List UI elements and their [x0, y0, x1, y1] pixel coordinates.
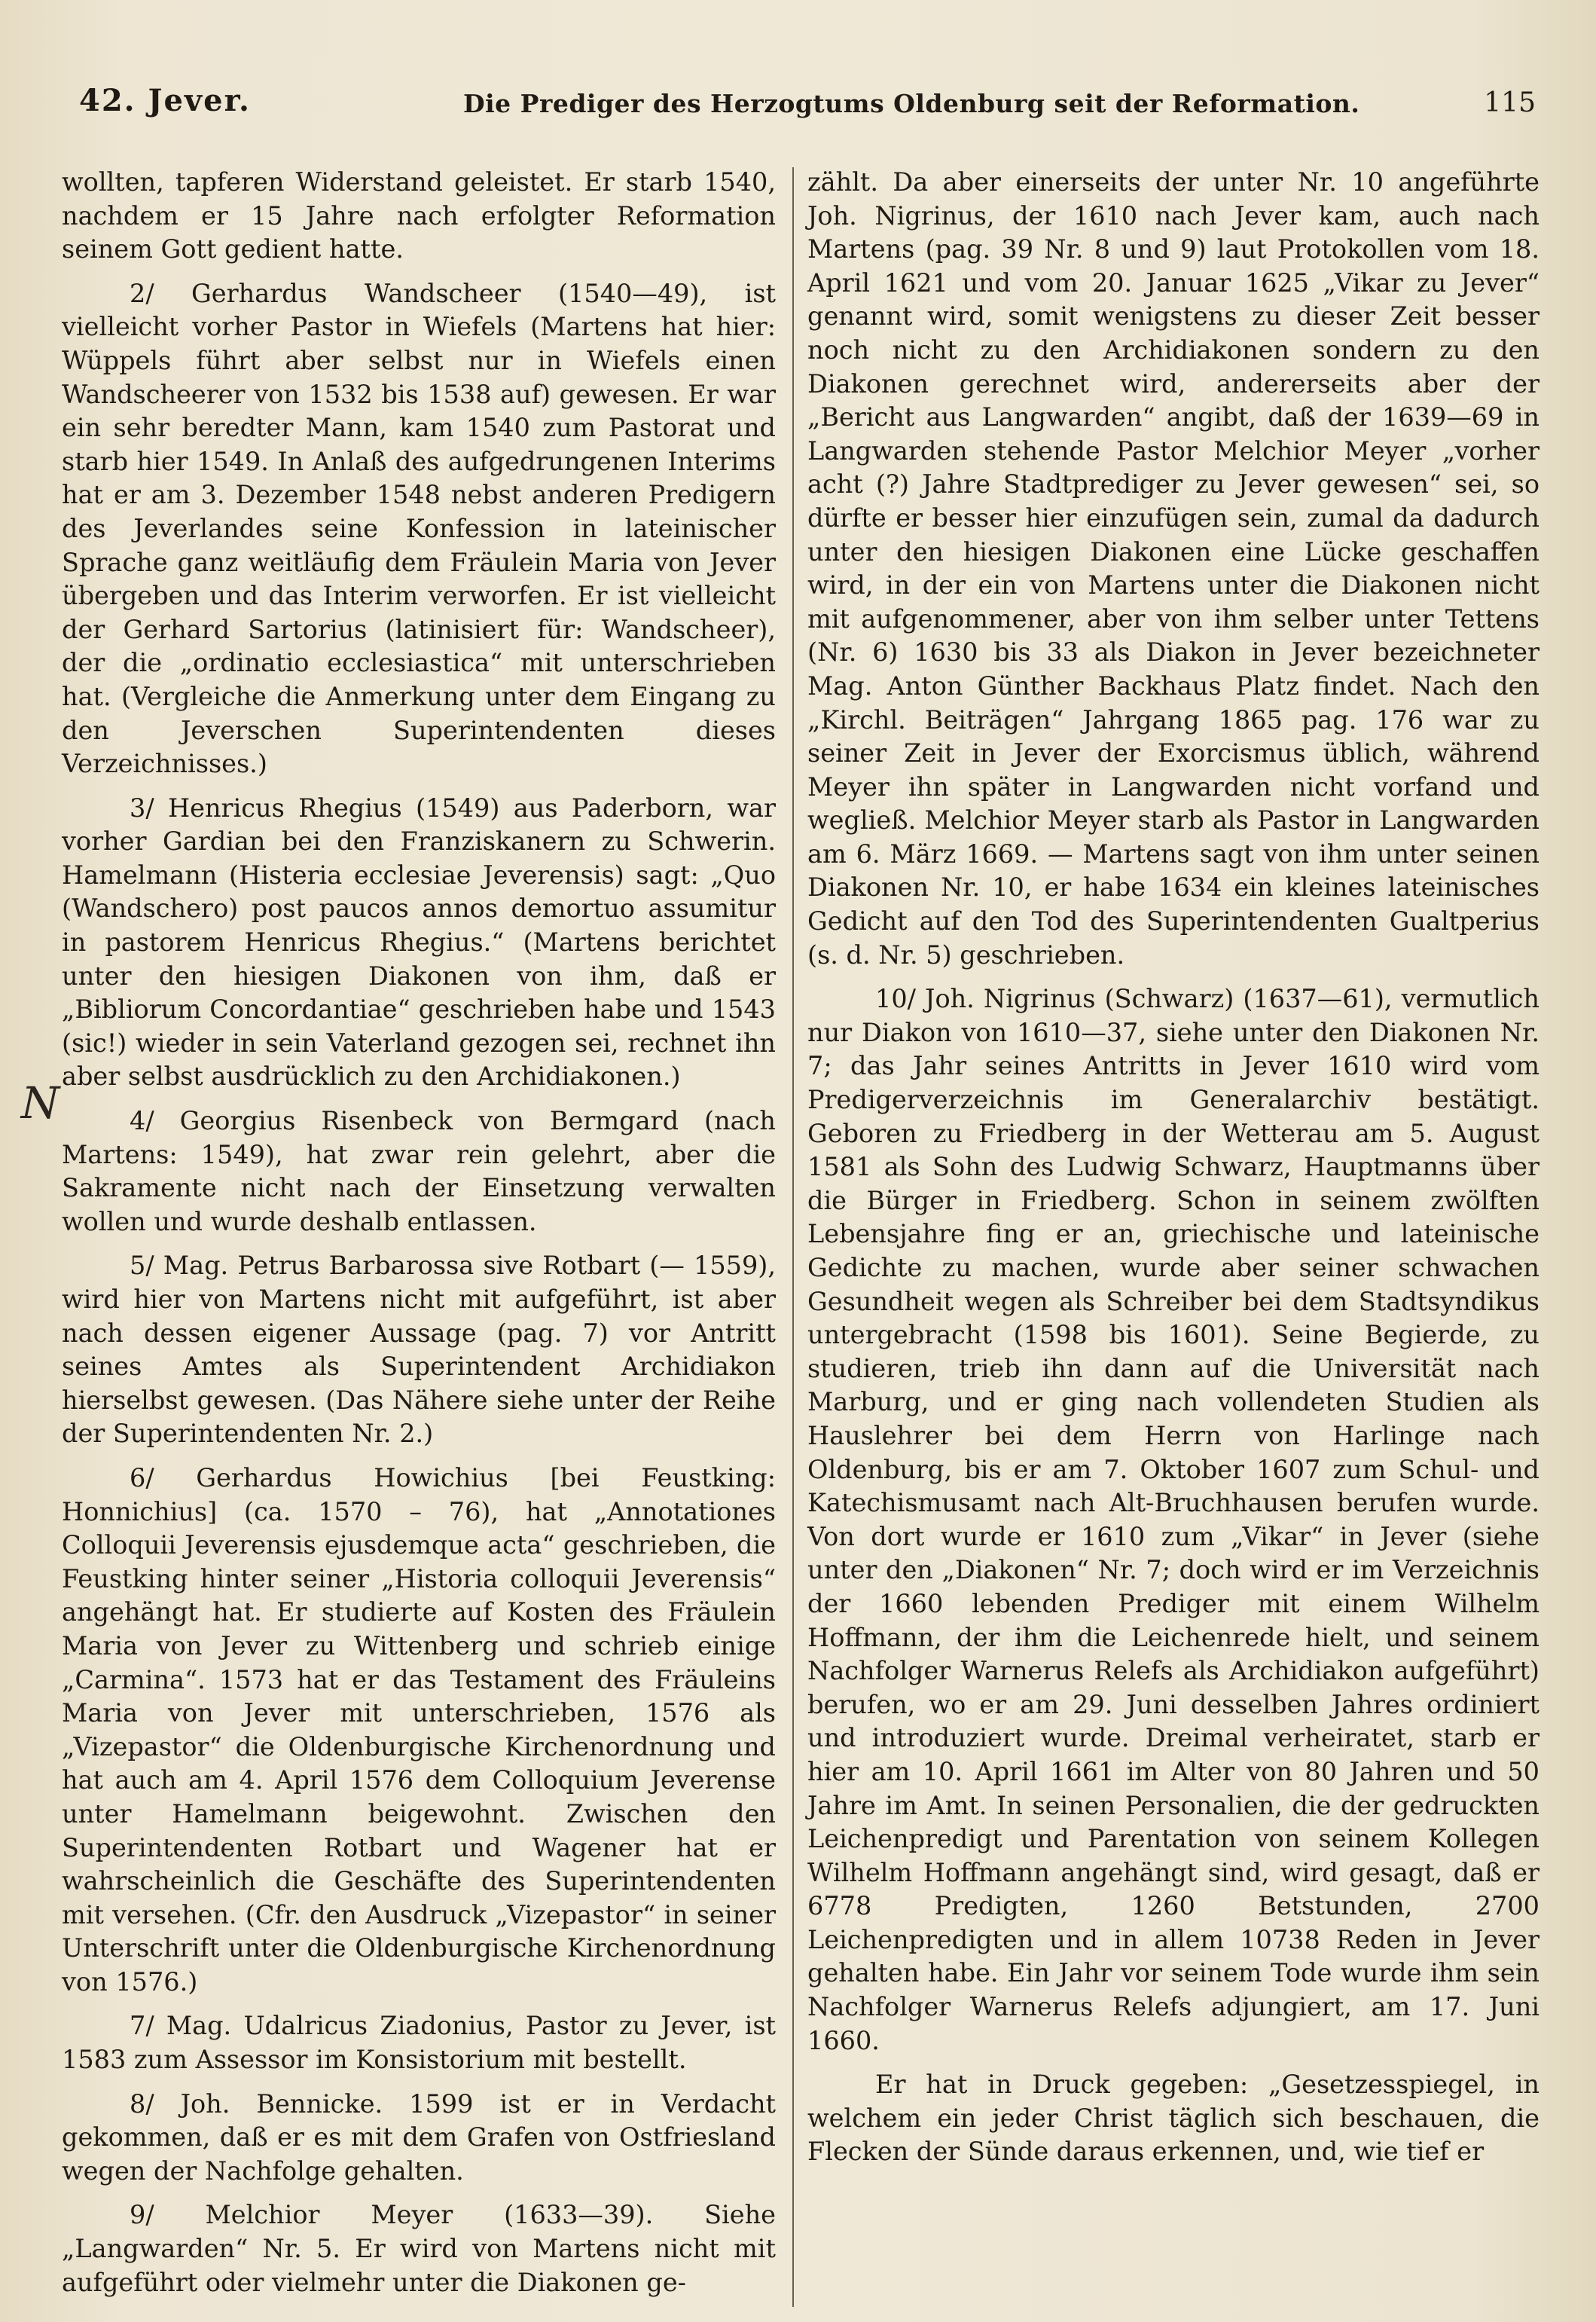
handwritten-margin-mark: N	[15, 1077, 65, 1129]
entry-8-bennicke: 8/ Joh. Bennicke. 1599 ist er in Verdacht gekommen, daß er es mit dem Grafen von Ostfriesland wegen der Nachfolge gehalten.	[62, 2088, 776, 2186]
running-title: Die Prediger des Herzogtums Oldenburg seit der Reformation.	[463, 89, 1360, 118]
left-column	[62, 166, 776, 2310]
paragraph: Er hat in Druck gegeben: „Gesetzesspiegel, in welchem ein jeder Christ täglich sich beschauen, die Flecken der Sünde daraus erkennen, und, wie tief er	[807, 2070, 1540, 2167]
entry-3-rhegius: 3/ Henricus Rhegius (1549) aus Paderborn, war vorher Gardian bei den Franziskanern zu Schwerin. Hamelmann (Histeria ecclesiae Jeverensis) sagt: „Quo (Wandschero) post paucos annos demortuo assumitur in pastorem Henricus Rhegius.“ (Martens berichtet unter den hiesigen Diakonen von ihm, daß er „Bibliorum Concordantiae“ geschrieben habe und 1543 (sic!) wieder in sein Vaterland gezogen sei, rechnet ihn aber selbst ausdrücklich zu den Archidiakonen.)	[62, 793, 776, 1092]
entry-9-meyer: 9/ Melchior Meyer (1633—39). Siehe „Langwarden“ Nr. 5. Er wird von Martens nicht mit aufgeführt oder vielmehr unter die Diakonen ge-	[62, 2200, 776, 2297]
right-column	[807, 166, 1540, 2180]
entry-6-howichius: 6/ Gerhardus Howichius [bei Feustking: Honnichius] (ca. 1570 – 76), hat „Annotationes Colloquii Jeverensis ejusdemque acta“ geschrieben, die Feustking hinter seiner „Historia colloquii Jeverensis“ angehängt hat. Er studierte auf Kosten des Fräulein Maria von Jever zu Wittenberg und schrieb einige „Carmina“. 1573 hat er das Testament des Fräuleins Maria von Jever mit unterschrieben, 1576 als „Vizepastor“ die Oldenburgische Kirchenordnung und hat auch am 4. April 1576 dem Colloquium Jeverense unter Hamelmann beigewohnt. Zwischen den Superintendenten Rotbart und Wagener hat er wahrscheinlich die Geschäfte des Superintendenten mit versehen. (Cfr. den Ausdruck „Vizepastor“ in seiner Unterschrift unter die Oldenburgische Kirchenordnung von 1576.)	[62, 1462, 776, 1997]
running-header	[72, 75, 1551, 128]
section-label: 42. Jever.	[79, 83, 251, 118]
entry-2-wandscheer: 2/ Gerhardus Wandscheer (1540—49), ist vielleicht vorher Pastor in Wiefels (Martens hat hier: Wüppels führt aber selbst nur in Wiefels einen Wandscheerer von 1532 bis 1538 auf) gewesen. Er war ein sehr beredter Mann, kam 1540 zum Pastorat und starb hier 1549. In Anlaß des aufgedrungenen Interims hat er am 3. Dezember 1548 nebst anderen Predigern des Jeverlandes seine Konfession in lateinischer Sprache ganz weitläufig dem Fräulein Maria von Jever übergeben und das Interim verworfen. Er ist vielleicht der Gerhard Sartorius (latinisiert für: Wandscheer), der die „ordinatio ecclesiastica“ mit unterschrieben hat. (Vergleiche die Anmerkung unter dem Eingang zu den Jeverschen Superintendenten dieses Verzeichnisses.)	[62, 278, 776, 779]
paragraph: wollten, tapferen Widerstand geleistet. Er starb 1540, nachdem er 15 Jahre nach erfolgter Reformation seinem Gott gedient hatte.	[62, 167, 776, 264]
page-number: 115	[1484, 87, 1536, 118]
paragraph: zählt. Da aber einerseits der unter Nr. 10 angeführte Joh. Nigrinus, der 1610 nach Jever kam, auch nach Martens (pag. 39 Nr. 8 und 9) laut Protokollen vom 18. April 1621 und vom 20. Januar 1625 „Vikar zu Jever“ genannt wird, somit wenigstens zu dieser Zeit besser noch nicht zu den Archidiakonen sondern zu den Diakonen gerechnet wird, andererseits aber der „Bericht aus Langwarden“ angibt, daß der 1639—69 in Langwarden stehende Pastor Melchior Meyer „vorher acht (?) Jahre Stadtprediger zu Jever gewesen“ sei, so dürfte er besser hier einzufügen sein, zumal da dadurch unter den hiesigen Diakonen eine Lücke geschaffen wird, in der ein von Martens unter die Diakonen nicht mit aufgenommener, aber von ihm selber unter Tettens (Nr. 6) 1630 bis 33 als Diakon in Jever bezeichneter Mag. Anton Günther Backhaus Platz findet. Nach den „Kirchl. Beiträgen“ Jahrgang 1865 pag. 176 war zu seiner Zeit in Jever der Exorcismus üblich, während Meyer ihn später in Langwarden nicht vorfand und wegließ. Melchior Meyer starb als Pastor in Langwarden am 6. März 1669. — Martens sagt von ihm unter seinen Diakonen Nr. 10, er habe 1634 ein kleines lateinisches Gedicht auf den Tod des Superintendenten Gualtperius (s. d. Nr. 5) geschrieben.	[807, 167, 1540, 970]
entry-7-ziadonius: 7/ Mag. Udalricus Ziadonius, Pastor zu Jever, ist 1583 zum Assessor im Konsistorium mit bestellt.	[62, 2011, 776, 2075]
entry-5-barbarossa: 5/ Mag. Petrus Barbarossa sive Rotbart (— 1559), wird hier von Martens nicht mit aufgeführt, ist aber nach dessen eigener Aussage (pag. 7) vor Antritt seines Amtes als Superintendent Archidiakon hierselbst gewesen. (Das Nähere siehe unter der Reihe der Superintendenten Nr. 2.)	[62, 1251, 776, 1449]
entry-10-nigrinus: 10/ Joh. Nigrinus (Schwarz) (1637—61), vermutlich nur Diakon von 1610—37, siehe unter den Diakonen Nr. 7; das Jahr seines Antritts in Jever 1610 wird vom Predigerverzeichnis im Generalarchiv bestätigt. Geboren zu Friedberg in der Wetterau am 5. August 1581 als Sohn des Ludwig Schwarz, Hauptmanns über die Bürger in Friedberg. Schon in seinem zwölften Lebensjahre fing er an, griechische und lateinische Gedichte zu machen, wurde aber seiner schwachen Gesundheit wegen als Schreiber bei dem Stadtsyndikus untergebracht (1598 bis 1601). Seine Begierde, zu studieren, trieb ihn dann auf die Universität nach Marburg, und er ging nach vollendeten Studien als Hauslehrer bei dem Herrn von Harlinge nach Oldenburg, bis er am 7. Oktober 1607 zum Schul- und Katechismusamt nach Alt-Bruchhausen berufen wurde. Von dort wurde er 1610 zum „Vikar“ in Jever (siehe unter den „Diakonen“ Nr. 7; doch wird er im Verzeichnis der 1660 lebenden Prediger mit einem Wilhelm Hoffmann, der ihm die Leichenrede hielt, und seinem Nachfolger Warnerus Relefs als Archidiakon aufgeführt) berufen, wo er am 29. Juni desselben Jahres ordiniert und introduziert wurde. Dreimal verheiratet, starb er hier am 10. April 1661 im Alter von 80 Jahren und 50 Jahre im Amt. In seinen Personalien, die der gedruckten Leichenpredigt und Parentation von seinem Kollegen Wilhelm Hoffmann angehängt sind, wird gesagt, daß er 6778 Predigten, 1260 Betstunden, 2700 Leichenpredigten und in allem 10738 Reden in Jever gehalten habe. Ein Jahr vor seinem Tode wurde ihm sein Nachfolger Warnerus Relefs adjungiert, am 17. Juni 1660.	[807, 984, 1540, 2055]
column-divider	[792, 167, 794, 2307]
entry-4-risenbeck: 4/ Georgius Risenbeck von Bermgard (nach Martens: 1549), hat zwar rein gelehrt, aber die Sakramente nicht nach der Einsetzung verwalten wollen und wurde deshalb entlassen.	[62, 1106, 776, 1236]
